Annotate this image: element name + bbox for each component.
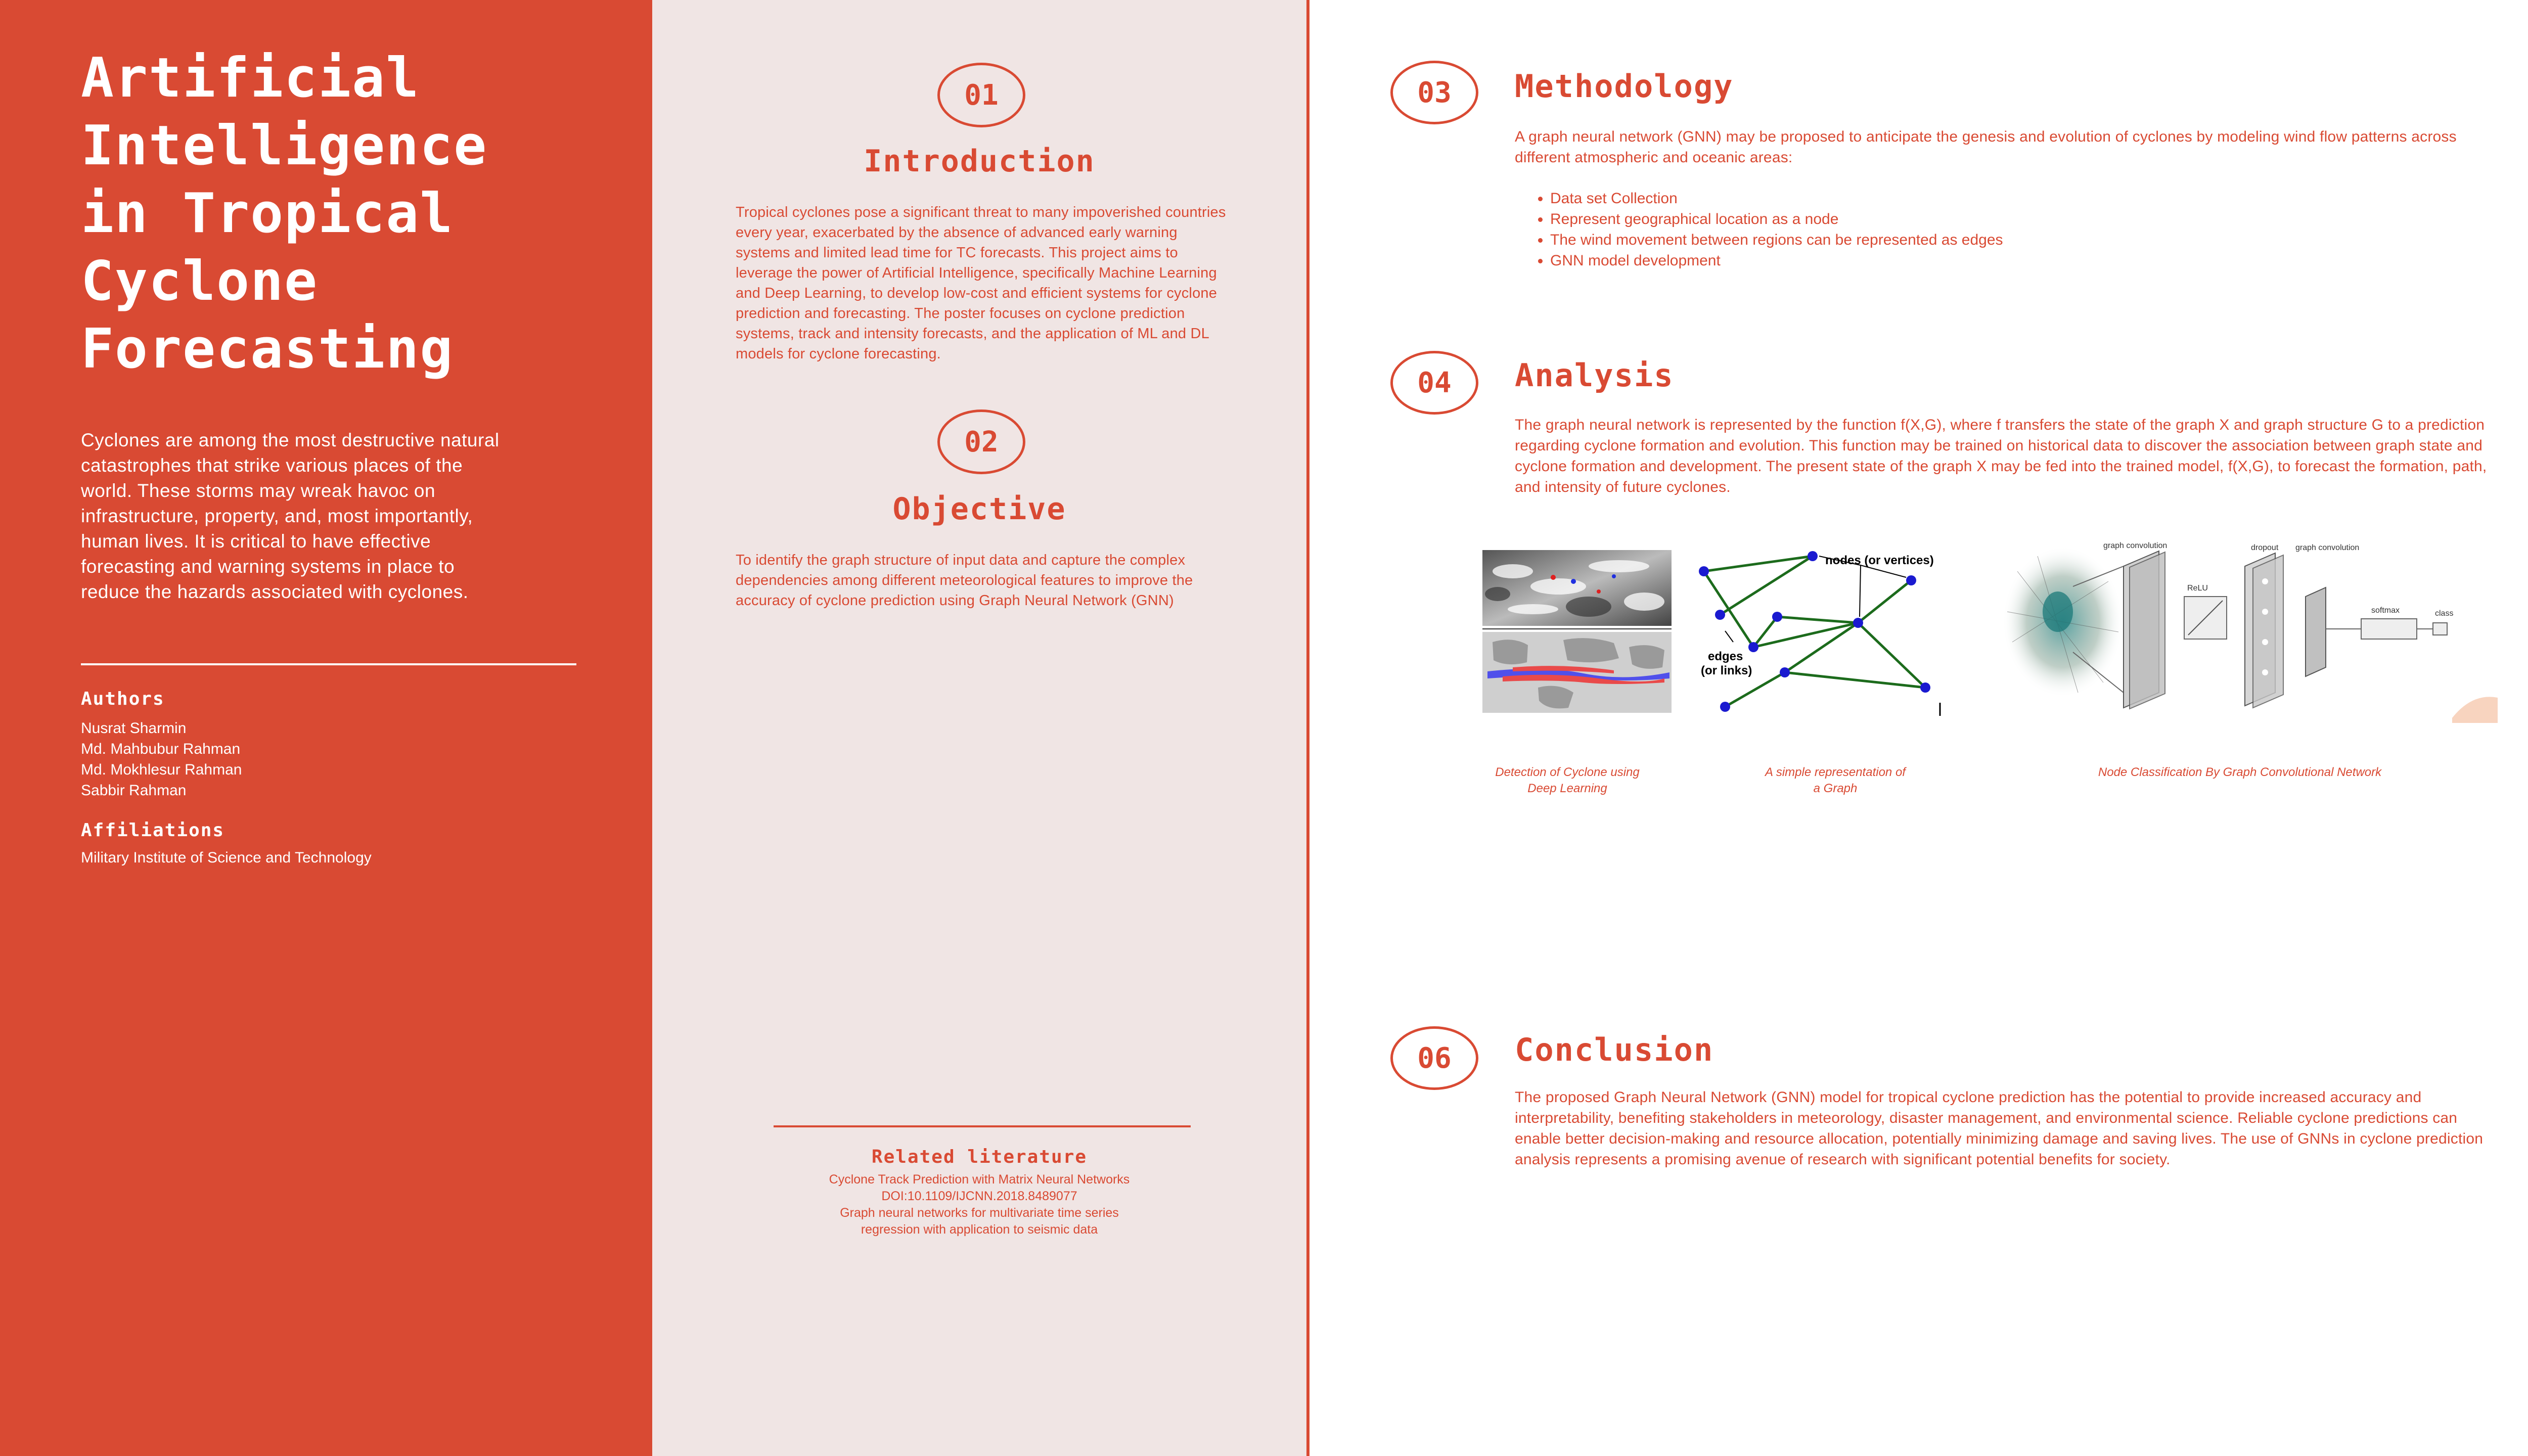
title-line: Forecasting: [81, 317, 454, 381]
gcn-diagram: [1997, 541, 2503, 723]
section-number-badge: 03: [1390, 61, 1478, 124]
gcn-conv2-label: graph convolution: [2295, 543, 2360, 552]
authors-heading: Authors: [81, 689, 165, 709]
gcn-class-label: class: [2435, 609, 2454, 618]
author-name: Md. Mahbubur Rahman: [81, 741, 241, 757]
gcn-relu-label: ReLU: [2187, 584, 2208, 593]
divider: [81, 663, 576, 665]
methodology-step: • Represent geographical location as a node: [1550, 209, 2003, 230]
methodology-text: A graph neural network (GNN) may be proposed to anticipate the genesis and evolution of cyclones by modeling wind flow patterns across different atmospheric and oceanic areas:: [1515, 128, 2457, 166]
figure-caption: [1466, 764, 1668, 797]
gcn-dropout-label: dropout: [2251, 543, 2279, 552]
literature-line: Graph neural networks for multivariate time series: [840, 1206, 1119, 1220]
section-number-badge: 02: [937, 410, 1025, 474]
caption-line: Detection of Cyclone using: [1495, 765, 1640, 779]
literature-line: DOI:10.1109/IJCNN.2018.8489077: [881, 1189, 1077, 1203]
caption-line: A simple representation of: [1765, 765, 1906, 779]
analysis-text: The graph neural network is represented by the function f(X,G), where f transfers the state of the graph X and graph structure G to a prediction regarding cyclone formation and evolution. This function may be trained on historical data to discover the association between graph state and cyclone formation and development. The present state of the graph X may be fed into the trained model, f(X,G), to forecast the formation, path, and intensity of future cyclones.: [1515, 417, 2487, 495]
edges-label-sub: (or links): [1701, 664, 1752, 677]
column-divider: [1306, 0, 1310, 1456]
related-literature: [652, 1147, 1306, 1238]
conclusion-heading: Conclusion: [1515, 1031, 1714, 1068]
methodology-steps: [1550, 188, 2003, 271]
methodology-step: • GNN model development: [1550, 250, 2003, 271]
title-line: Artificial: [81, 47, 420, 110]
objective-heading: Objective: [892, 491, 1066, 527]
section-number-badge: 01: [937, 63, 1025, 127]
graph-nodes: [1699, 551, 1930, 712]
analysis-heading: Analysis: [1515, 357, 1674, 394]
title-line: Intelligence: [81, 114, 488, 177]
affiliation-text: Military Institute of Science and Technology: [81, 849, 372, 866]
caption-line: Deep Learning: [1527, 782, 1607, 795]
author-name: Md. Mokhlesur Rahman: [81, 761, 242, 778]
title-line: in Tropical: [81, 182, 454, 245]
section-number-badge: 06: [1390, 1026, 1478, 1090]
methodology-step: • Data set Collection: [1550, 188, 2003, 209]
literature-heading: Related literature: [871, 1147, 1088, 1167]
graph-figure: [1694, 546, 1942, 718]
author-name: Nusrat Sharmin: [81, 720, 187, 737]
nodes-label: nodes (or vertices): [1825, 554, 1934, 567]
affiliations-heading: Affiliations: [81, 820, 225, 841]
literature-line: Cyclone Track Prediction with Matrix Neural Networks: [829, 1172, 1130, 1187]
figure-caption: [1734, 764, 1936, 797]
divider: [774, 1125, 1191, 1127]
author-name: Sabbir Rahman: [81, 782, 187, 799]
objective-text: To identify the graph structure of input data and capture the complex dependencies among different meteorological features to improve the accuracy of cyclone prediction using Graph Neural Network (GNN): [736, 552, 1193, 609]
gcn-figure: [1997, 541, 2503, 723]
figure-caption: Node Classification By Graph Convolutional Network: [2098, 765, 2382, 779]
conclusion-text: The proposed Graph Neural Network (GNN) model for tropical cyclone prediction has the potential to provide increased accuracy and interpretability, benefiting stakeholders in meteorology, disaster management, and environmental science. Reliable cyclone predictions can enable better decision-making and resource allocation, potentially minimizing damage and saving lives. The use of GNNs in cyclone prediction analysis represents a promising avenue of research with significant potential benefits for society.: [1515, 1089, 2484, 1168]
methodology-step: • The wind movement between regions can be represented as edges: [1550, 230, 2003, 250]
introduction-heading: Introduction: [864, 144, 1095, 179]
edges-label: edges: [1708, 650, 1743, 663]
gcn-conv1-label: graph convolution: [2103, 541, 2168, 550]
authors-list: [81, 718, 242, 801]
satellite-image: [1482, 546, 1676, 718]
introduction-text: Tropical cyclones pose a significant threat to many impoverished countries every year, exacerbated by the absence of advanced early warning systems and limited lead time for TC forecasts. This project aims to leverage the power of Artificial Intelligence, specifically Machine Learning and Deep Learning, to develop low-cost and efficient systems for cyclone prediction and forecasting. The poster focuses on cyclone prediction systems, track and intensity forecasts, and the application of ML and DL models for cyclone forecasting.: [736, 204, 1226, 362]
caption-line: a Graph: [1813, 782, 1858, 795]
literature-line: regression with application to seismic data: [861, 1222, 1098, 1237]
poster-title: [81, 44, 647, 383]
cyclone-detection-figure: [1482, 546, 1676, 718]
methodology-heading: Methodology: [1515, 68, 1734, 105]
gcn-softmax-label: softmax: [2371, 606, 2400, 615]
title-panel: [0, 0, 652, 1456]
title-line: Cyclone: [81, 250, 319, 313]
graph-diagram: [1694, 546, 1942, 718]
section-number-badge: 04: [1390, 351, 1478, 415]
summary-text: Cyclones are among the most destructive natural catastrophes that strike various places of the world. These storms may wreak havoc on infrastructure, property, and, most importantly, human lives. It is critical to have effective forecasting and warning systems in place to reduce the hazards associated with cyclones.: [81, 430, 500, 602]
